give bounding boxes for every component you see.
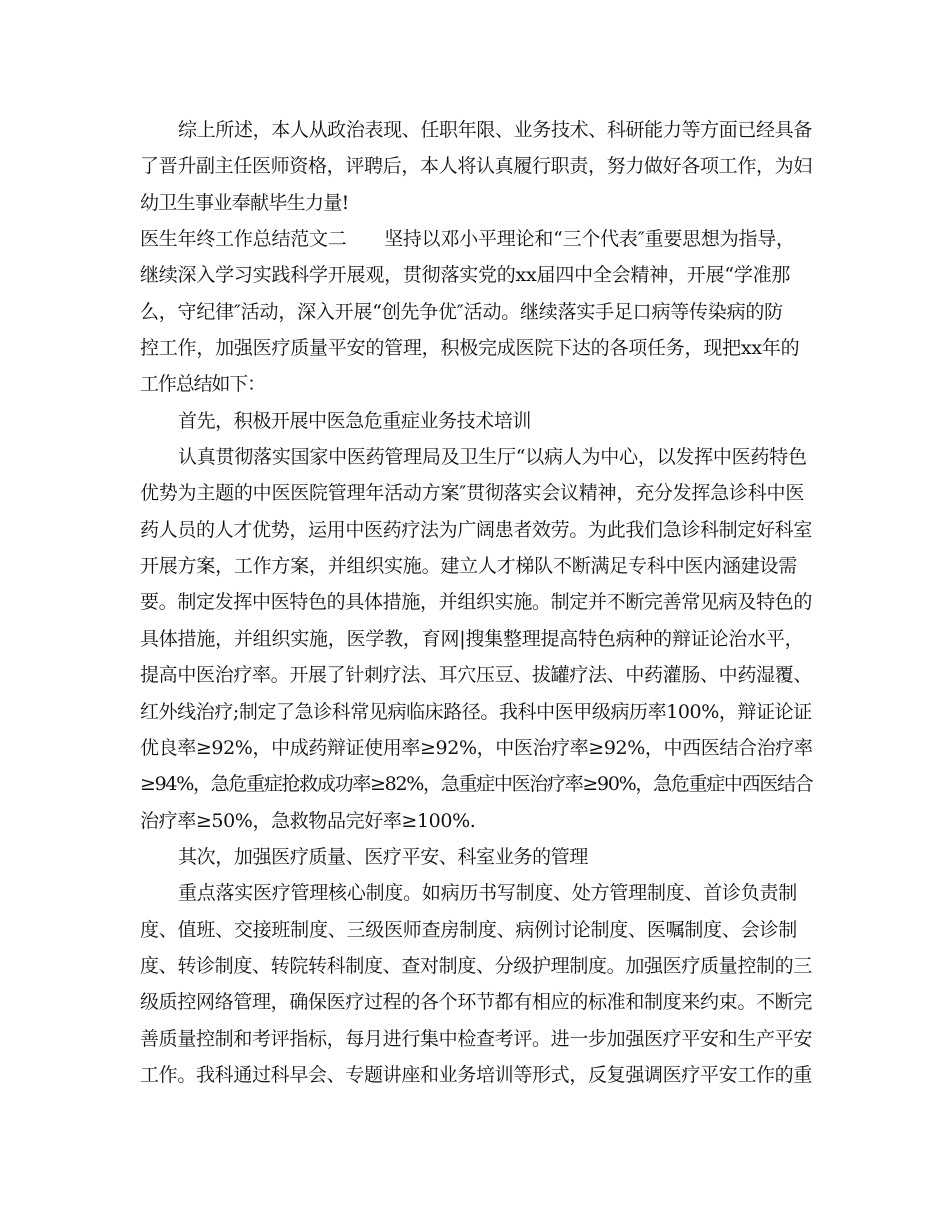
text-line: 认真贯彻落实国家中医药管理局及卫生厅“以病人为中心，以发挥中医药特色 bbox=[178, 446, 807, 469]
text-line: 其次，加强医疗质量、医疗平安、科室业务的管理 bbox=[178, 845, 589, 868]
text-line: 控工作，加强医疗质量平安的管理，积极完成医院下达的各项任务，现把xx年的 bbox=[140, 337, 800, 360]
text-line: 级质控网络管理，确保医疗过程的各个环节都有相应的标准和制度来约束。不断完 bbox=[140, 991, 813, 1014]
text-line: 医生年终工作总结范文二 坚持以邓小平理论和“三个代表″重要思想为指导， bbox=[140, 228, 795, 251]
text-line: 度、转诊制度、转院转科制度、查对制度、分级护理制度。加强医疗质量控制的三 bbox=[140, 954, 813, 977]
text-line: 优良率≥92%，中成药辩证使用率≥92%，中医治疗率≥92%，中西医结合治疗率 bbox=[140, 736, 813, 759]
text-line: 幼卫生事业奉献毕生力量! bbox=[140, 191, 349, 214]
text-line: 继续深入学习实践科学开展观，贯彻落实党的xx届四中全会精神，开展“学准那 bbox=[140, 264, 791, 287]
text-line: 优势为主题的中医医院管理年活动方案″贯彻落实会议精神，充分发挥急诊科中医 bbox=[140, 482, 805, 505]
text-line: 药人员的人才优势，运用中医药疗法为广阔患者效劳。为此我们急诊科制定好科室 bbox=[140, 518, 813, 541]
text-line: 综上所述，本人从政治表现、任职年限、业务技术、科研能力等方面已经具备 bbox=[178, 119, 813, 141]
text-line: 工作总结如下： bbox=[140, 373, 266, 396]
text-line: 么，守纪律″活动，深入开展“创先争优″活动。继续落实手足口病等传染病的防 bbox=[140, 300, 783, 323]
text-line: 治疗率≥50%，急救物品完好率≥100%. bbox=[140, 809, 476, 832]
text-line: ≥94%，急危重症抢救成功率≥82%，急重症中医治疗率≥90%，急危重症中西医结合 bbox=[140, 773, 813, 796]
text-line: 度、值班、交接班制度、三级医师查房制度、病例讨论制度、医嘱制度、会诊制 bbox=[140, 918, 798, 941]
text-line: 了晋升副主任医师资格，评聘后，本人将认真履行职责，努力做好各项工作，为妇 bbox=[140, 155, 813, 178]
text-line: 善质量控制和考评指标，每月进行集中检查考评。进一步加强医疗平安和生产平安 bbox=[140, 1027, 813, 1050]
text-line: 工作。我科通过科早会、专题讲座和业务培训等形式，反复强调医疗平安工作的重 bbox=[140, 1063, 813, 1086]
text-line: 具体措施，并组织实施，医学教，育网|搜集整理提高特色病种的辩证论治水平， bbox=[140, 627, 804, 650]
text-line: 红外线治疗;制定了急诊科常见病临床路径。我科中医甲级病历率100%，辩证论证 bbox=[140, 700, 812, 723]
document-page bbox=[140, 112, 820, 1093]
text-line: 开展方案，工作方案，并组织实施。建立人才梯队不断满足专科中医内涵建设需 bbox=[140, 555, 798, 578]
text-line: 要。制定发挥中医特色的具体措施，并组织实施。制定并不断完善常见病及特色的 bbox=[140, 591, 813, 614]
text-line: 首先，积极开展中医急危重症业务技术培训 bbox=[178, 409, 532, 432]
text-line: 重点落实医疗管理核心制度。如病历书写制度、处方管理制度、首诊负责制 bbox=[178, 882, 798, 905]
text-line: 提高中医治疗率。开展了针刺疗法、耳穴压豆、拔罐疗法、中药灌肠、中药湿覆、 bbox=[140, 664, 813, 687]
